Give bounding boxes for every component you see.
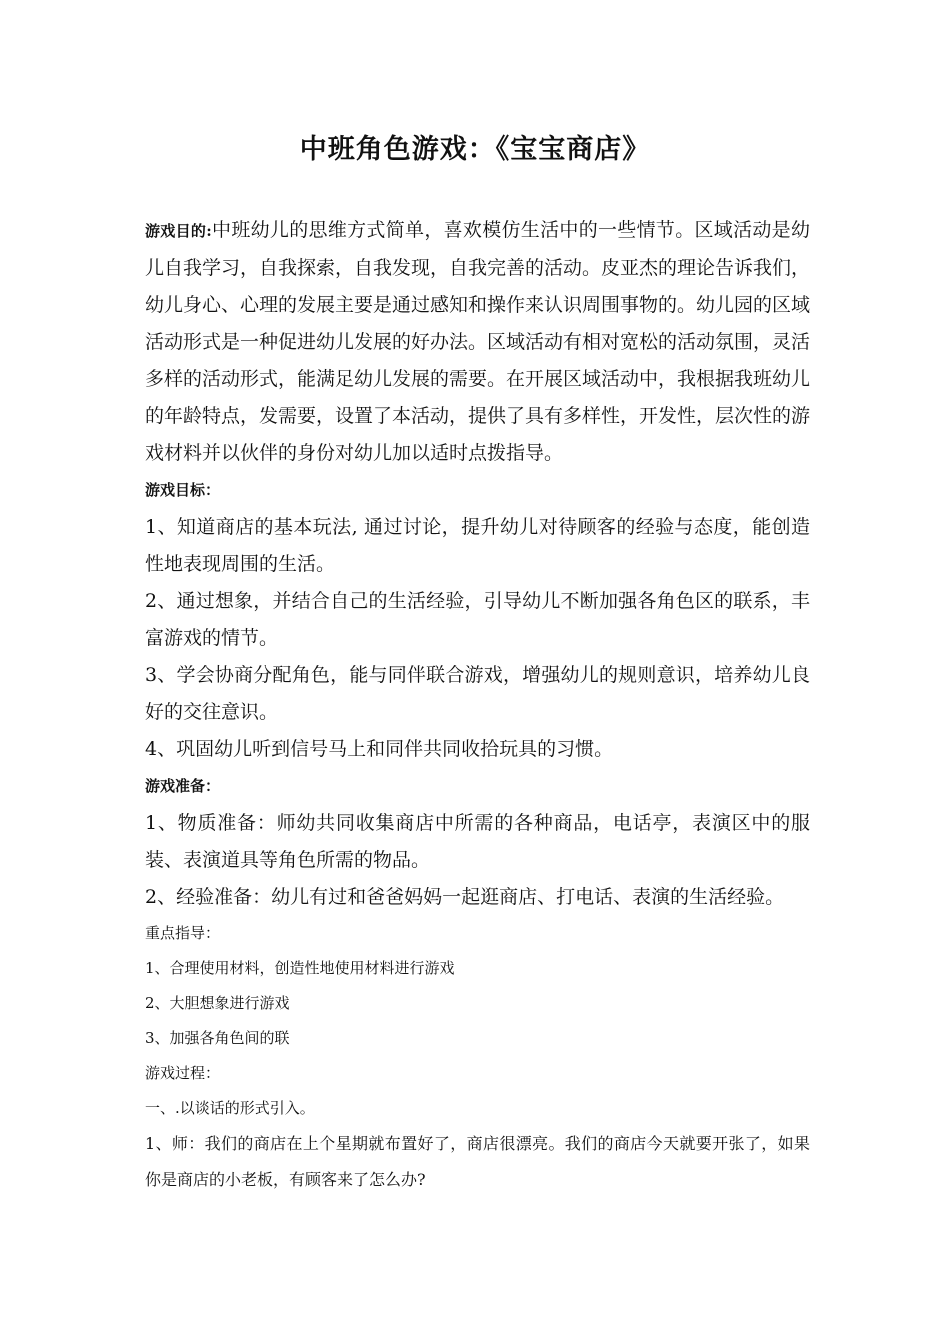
process-step-one: 一、.以谈话的形式引入。 xyxy=(145,1099,315,1117)
document-body xyxy=(145,212,810,1198)
preparation-heading: 游戏准备： xyxy=(145,777,221,795)
goal-item: 3、学会协商分配角色，能与同伴联合游戏，增强幼儿的规则意识，培养幼儿良好的交往意识。 xyxy=(145,664,810,723)
preparation-item: 1、物质准备：师幼共同收集商店中所需的各种商品，电话亭，表演区中的服装、表演道具等角色所需的物品。 xyxy=(145,812,810,871)
preparation-item: 2、经验准备：幼儿有过和爸爸妈妈一起逛商店、打电话、表演的生活经验。 xyxy=(145,886,785,908)
goal-item: 1、知道商店的基本玩法, 通过讨论，提升幼儿对待顾客的经验与态度，能创造性地表现周围的生活。 xyxy=(145,516,810,575)
purpose-text: 中班幼儿的思维方式简单，喜欢模仿生活中的一些情节。区域活动是幼儿自我学习，自我探索，自我发现，自我完善的活动。皮亚杰的理论告诉我们，幼儿身心、心理的发展主要是通过感知和操作来认识周围事物的。幼儿园的区域活动形式是一种促进幼儿发展的好办法。区域活动有相对宽松的活动氛围，灵活多样的活动形式，能满足幼儿发展的需要。在开展区域活动中，我根据我班幼儿的年龄特点，发需要，设置了本活动，提供了具有多样性，开发性，层次性的游戏材料并以伙伴的身份对幼儿加以适时点拨指导。 xyxy=(145,219,811,464)
goals-heading: 游戏目标： xyxy=(145,481,221,499)
goal-item: 2、通过想象，并结合自己的生活经验，引导幼儿不断加强各角色区的联系，丰富游戏的情节。 xyxy=(145,590,810,649)
process-step-one-text: 1、师：我们的商店在上个星期就布置好了，商店很漂亮。我们的商店今天就要开张了，如果你是商店的小老板，有顾客来了怎么办? xyxy=(145,1134,810,1189)
key-guidance-item: 3、加强各角色间的联 xyxy=(145,1029,290,1047)
document-title: 中班角色游戏：《宝宝商店》 xyxy=(299,134,651,165)
key-guidance-item: 1、合理使用材料，创造性地使用材料进行游戏 xyxy=(145,959,455,977)
key-guidance-item: 2、大胆想象进行游戏 xyxy=(145,994,290,1012)
key-guidance-heading: 重点指导： xyxy=(145,924,221,942)
process-heading: 游戏过程： xyxy=(145,1064,221,1082)
goal-item: 4、巩固幼儿听到信号马上和同伴共同收拾玩具的习惯。 xyxy=(145,738,614,760)
purpose-paragraph xyxy=(145,212,810,472)
purpose-label: 游戏目的: xyxy=(145,222,212,240)
